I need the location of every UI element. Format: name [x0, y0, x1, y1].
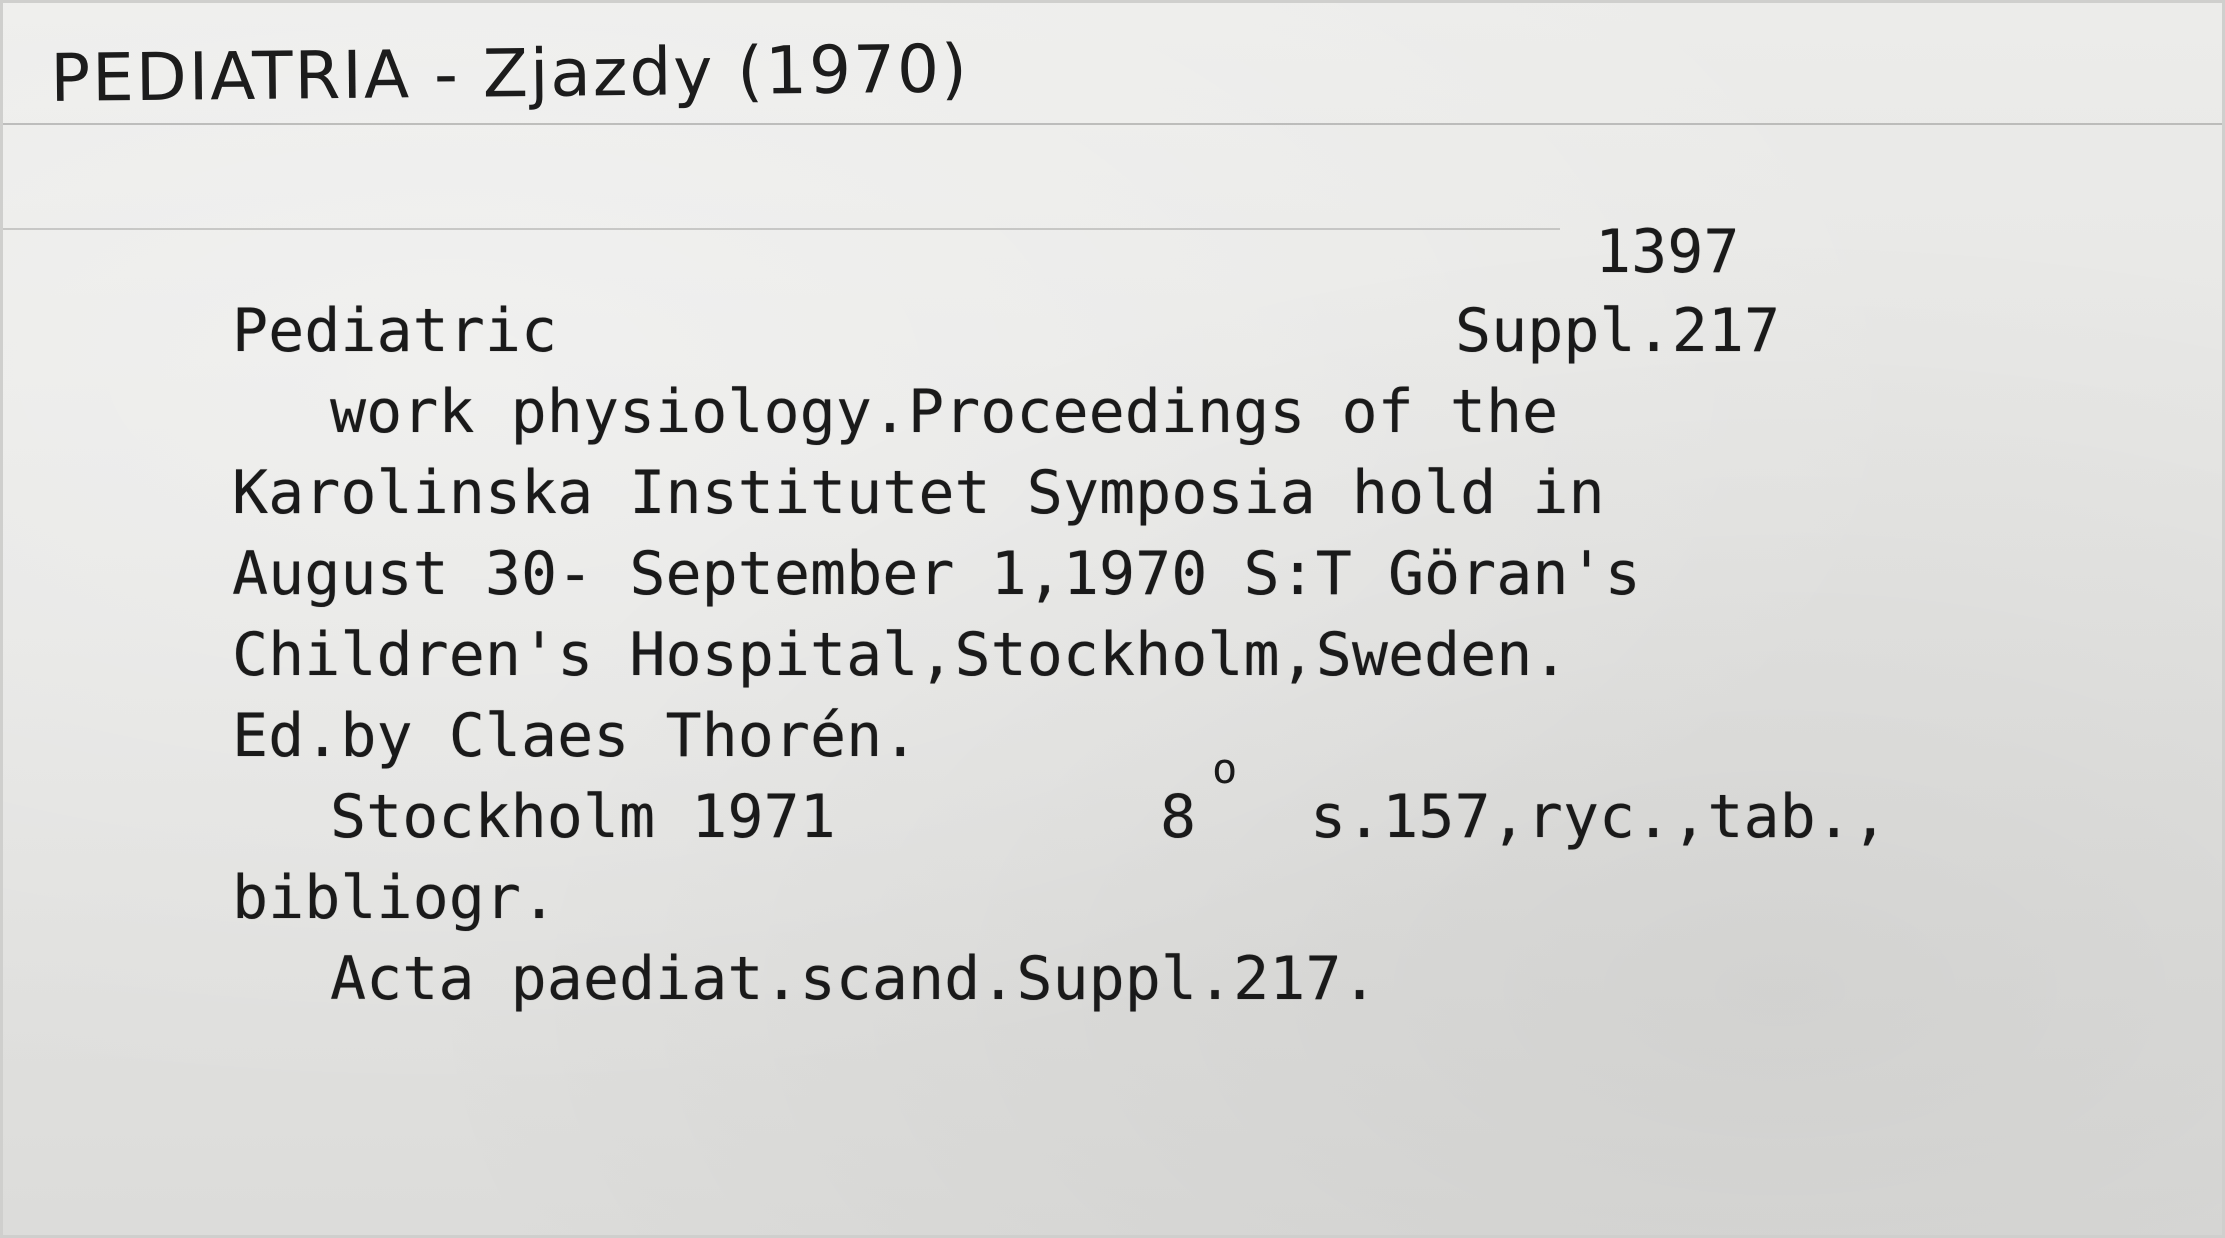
imprint-place-year: Stockholm 1971	[330, 782, 836, 852]
series-line: Acta paediat.scand.Suppl.217.	[330, 944, 1378, 1014]
format-superscript: o	[1212, 744, 1238, 793]
format-number: 8	[1160, 782, 1197, 852]
title-line-4: Children's Hospital,Stockholm,Sweden.	[232, 620, 1569, 690]
shelfmark-number: 1397	[1595, 217, 1740, 287]
pagination-continued: bibliogr.	[232, 863, 558, 933]
title-first-word: Pediatric	[232, 296, 558, 366]
title-line-3: August 30- September 1,1970 S:T Göran's	[232, 539, 1641, 609]
heading-rule	[0, 123, 2225, 125]
pagination: s.157,ryc.,tab.,	[1310, 782, 1888, 852]
handwritten-subject-heading: PEDIATRIA - Zjazdy (1970)	[50, 30, 970, 117]
supplement-number: Suppl.217	[1455, 296, 1781, 366]
title-line-2: Karolinska Institutet Symposia hold in	[232, 458, 1605, 528]
body-rule	[0, 228, 1560, 230]
title-line-1: work physiology.Proceedings of the	[330, 377, 1559, 447]
editor-line: Ed.by Claes Thorén.	[232, 701, 919, 771]
